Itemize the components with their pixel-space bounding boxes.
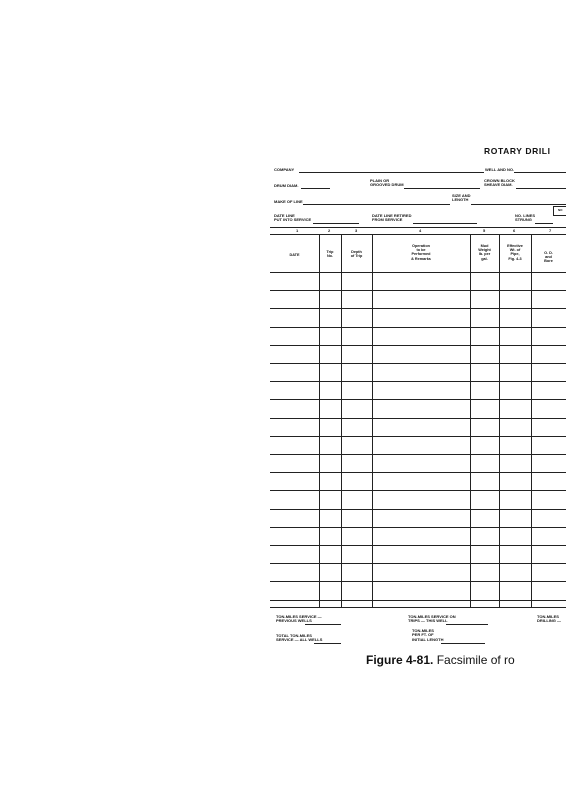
table-row-line bbox=[270, 272, 566, 273]
figure-caption-text: Facsimile of ro bbox=[433, 653, 515, 667]
date-line-retired-line bbox=[413, 223, 477, 224]
table-row-line bbox=[270, 509, 566, 510]
column-header-operation: Operation to be Performed & Remarks bbox=[411, 244, 431, 261]
column-header-date: DATE bbox=[289, 253, 300, 257]
ton-miles-drilling-label: TON-MILES DRILLING — bbox=[537, 614, 561, 624]
well-and-no-label: WELL AND NO. bbox=[485, 167, 515, 172]
column-number-divider bbox=[270, 234, 566, 235]
ton-miles-per-ft-label: TON-MILES PER FT. OF INITIAL LENGTH bbox=[412, 628, 444, 642]
table-row-line bbox=[270, 418, 566, 419]
company-line bbox=[299, 172, 484, 173]
table-row-line bbox=[270, 381, 566, 382]
column-header-od-and-bore: O. D. and Bore bbox=[544, 251, 553, 264]
no-box-label: NO bbox=[558, 208, 563, 212]
ton-miles-per-ft-line bbox=[441, 643, 485, 644]
ton-miles-previous-label: TON-MILES SERVICE — PREVIOUS WELLS bbox=[276, 614, 322, 624]
total-ton-miles-line bbox=[314, 643, 341, 644]
plain-or-grooved-drum-label: PLAIN OR GROOVED DRUM bbox=[370, 178, 404, 188]
make-of-line-line bbox=[303, 204, 450, 205]
column-header-trip-no: Trip No. bbox=[326, 250, 334, 259]
column-number: 5 bbox=[483, 228, 486, 233]
column-number: 7 bbox=[549, 228, 552, 233]
no-lines-strung-label: NO. LINES STRUNG bbox=[515, 213, 536, 223]
table-row-line bbox=[270, 327, 566, 328]
size-and-length-line bbox=[471, 204, 566, 205]
column-header-mud-weight: Mud Weight lb. per gal. bbox=[478, 244, 491, 261]
plain-or-grooved-drum-line bbox=[404, 188, 480, 189]
column-header-depth-of-trip: Depth of Trip bbox=[350, 250, 363, 259]
table-row-line bbox=[270, 399, 566, 400]
form-title: ROTARY DRILI bbox=[484, 146, 551, 156]
date-line-retired-label: DATE LINE RETIRED FROM SERVICE bbox=[372, 213, 412, 223]
ton-miles-this-well-label: TON-MILES SERVICE ON TRIPS — THIS WELL bbox=[408, 614, 456, 624]
column-number: 3 bbox=[355, 228, 358, 233]
table-row-line bbox=[270, 345, 566, 346]
table-row-line bbox=[270, 545, 566, 546]
column-number: 4 bbox=[419, 228, 422, 233]
date-line-put-into-service-label: DATE LINE PUT INTO SERVICE bbox=[274, 213, 312, 223]
table-row-line bbox=[270, 308, 566, 309]
drum-diam-label: DRUM DIAM. bbox=[274, 183, 299, 188]
crown-block-sheave-diam-line bbox=[516, 188, 566, 189]
table-row-line bbox=[270, 490, 566, 491]
table-row-line bbox=[270, 436, 566, 437]
ton-miles-this-well-line bbox=[446, 624, 488, 625]
total-ton-miles-label: TOTAL TON-MILES SERVICE — ALL WELLS bbox=[276, 633, 323, 643]
table-row-line bbox=[270, 363, 566, 364]
table-row-line bbox=[270, 600, 566, 601]
ton-miles-previous-line bbox=[305, 624, 341, 625]
crown-block-sheave-diam-label: CROWN BLOCK SHEAVE DIAM. bbox=[484, 178, 515, 188]
no-lines-strung-line bbox=[535, 223, 553, 224]
date-line-put-into-service-line bbox=[313, 223, 359, 224]
column-number: 2 bbox=[328, 228, 331, 233]
figure-caption bbox=[366, 653, 515, 667]
table-row-line bbox=[270, 472, 566, 473]
company-label: COMPANY bbox=[274, 167, 295, 172]
size-and-length-label: SIZE AND LENGTH bbox=[452, 193, 471, 203]
column-number: 1 bbox=[296, 228, 299, 233]
table-row-line bbox=[270, 581, 566, 582]
column-header-effective-wt: Effective Wt. of Pipe, Fig. 4-3 bbox=[507, 244, 523, 261]
table-bottom-border bbox=[270, 607, 566, 608]
well-and-no-line bbox=[514, 172, 566, 173]
column-number: 6 bbox=[513, 228, 516, 233]
figure-number: Figure 4-81. bbox=[366, 653, 434, 667]
make-of-line-label: MAKE OF LINE bbox=[274, 199, 303, 204]
table-top-border bbox=[270, 227, 566, 228]
table-row-line bbox=[270, 454, 566, 455]
table-row-line bbox=[270, 527, 566, 528]
table-row-line bbox=[270, 290, 566, 291]
table-row-line bbox=[270, 563, 566, 564]
drum-diam-line bbox=[301, 188, 330, 189]
